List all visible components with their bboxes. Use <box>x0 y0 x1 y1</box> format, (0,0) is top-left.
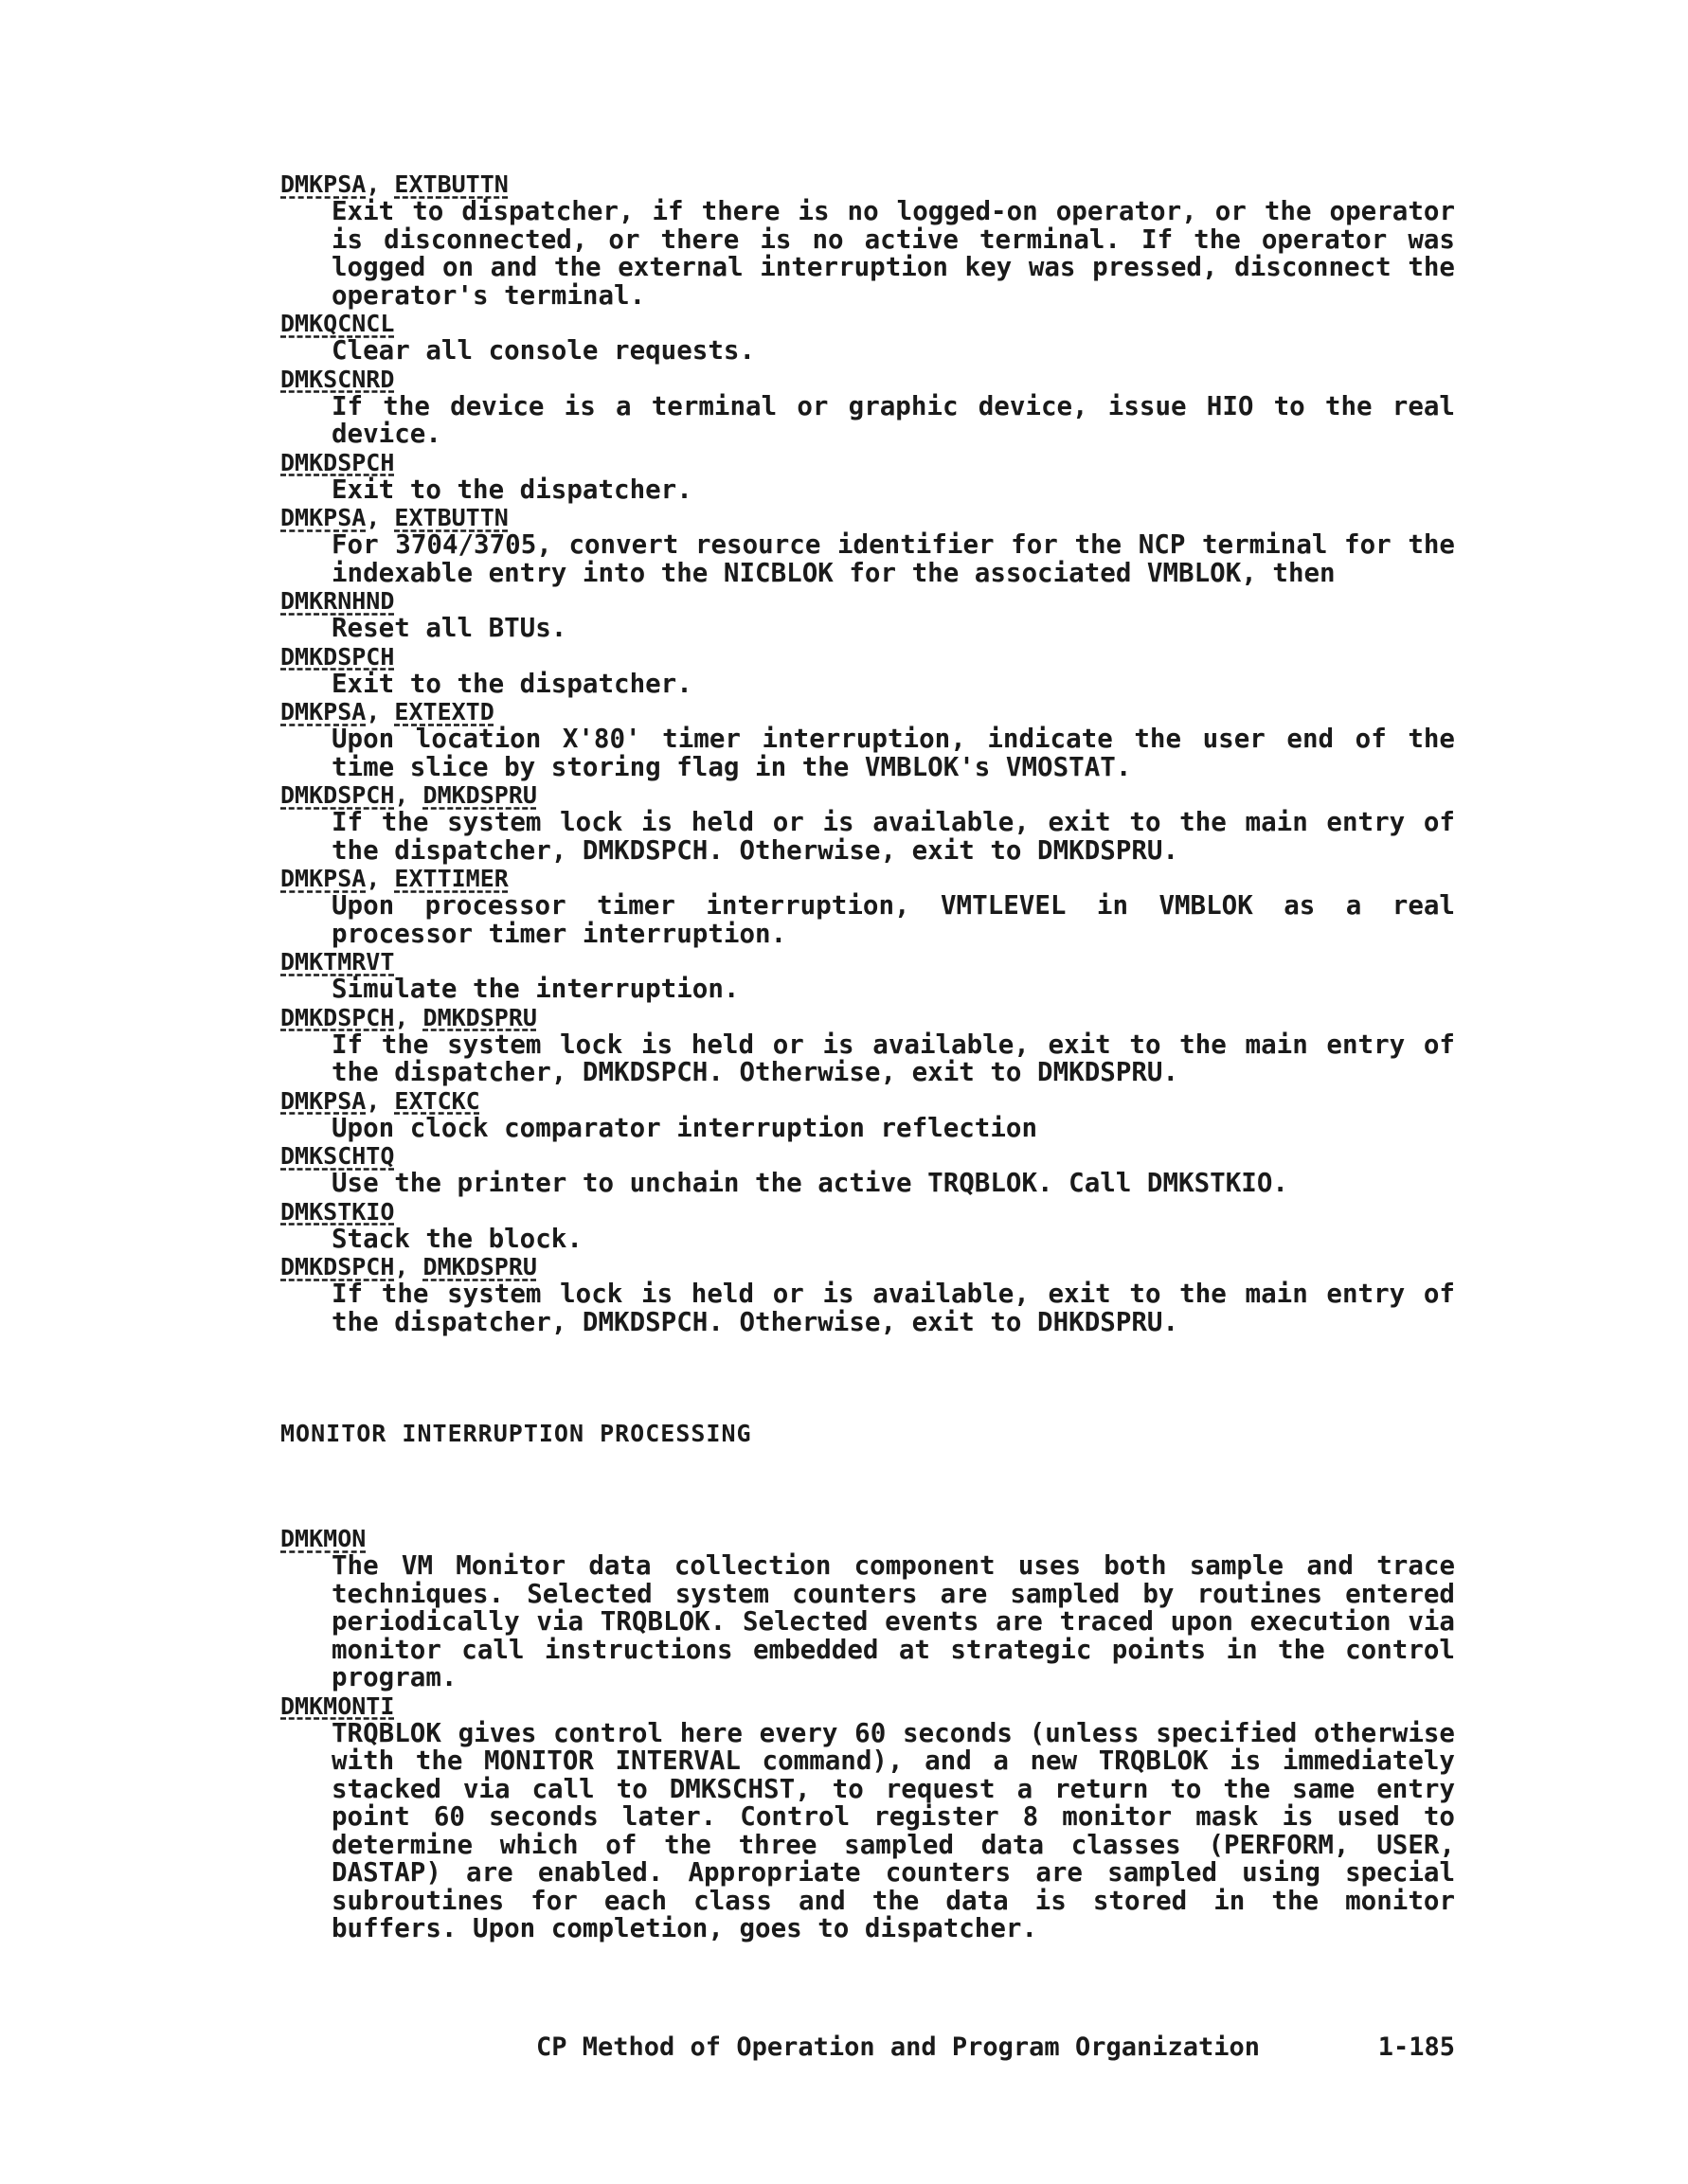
entry-description: TRQBLOK gives control here every 60 seconds (unless specified otherwise with the MONITOR INTERVAL command), and a new TRQBLOK is immediately stacked via call to DMKSCHST, to request a return to the same entry point 60 seconds later. Control register 8 monitor mask is used to determine which of the three sampled data classes (PERFORM, USER, DASTAP) are enabled. Appropriate counters are sampled using special subroutines for each class and the data is stored in the monitor buffers. Upon completion, goes to dispatcher. <box>332 1717 1455 1943</box>
entry <box>280 1004 1455 1087</box>
entry-label: DMKSTKIO <box>280 1197 395 1226</box>
entry-description: If the device is a terminal or graphic device, issue HIO to the real device. <box>332 390 1455 449</box>
entry-description: Simulate the interruption. <box>332 974 740 1004</box>
entry-description: Upon clock comparator interruption reflection <box>332 1112 1038 1143</box>
entry-label: DMKDSPCH, DMKDSPRU <box>280 1003 537 1031</box>
entries-list <box>280 170 1455 1336</box>
entry-description: Exit to the dispatcher. <box>332 474 692 505</box>
entry <box>280 1198 1455 1254</box>
entry-label: DMKQCNCL <box>280 310 395 337</box>
entry <box>280 698 1455 781</box>
entry-description: If the system lock is held or is available, exit to the main entry of the dispatcher, DMKDSPCH. Otherwise, exit to DMKDSPRU. <box>332 1029 1455 1087</box>
entry <box>280 865 1455 948</box>
entry <box>280 1692 1455 1943</box>
entry <box>280 643 1455 699</box>
section-heading: MONITOR INTERRUPTION PROCESSING <box>280 1420 752 1447</box>
entry <box>280 1142 1455 1198</box>
entry-description: Upon location X'80' timer interruption, indicate the user end of the time slice by storing flag in the VMBLOK's VMOSTAT. <box>332 724 1455 782</box>
entry-description: If the system lock is held or is available, exit to the main entry of the dispatcher, DMKDSPCH. Otherwise, exit to DMKDSPRU. <box>332 807 1455 866</box>
entry <box>280 366 1455 449</box>
entry-description: For 3704/3705, convert resource identifier for the NCP terminal for the indexable entry into the NICBLOK for the associated VMBLOK, then <box>332 529 1455 588</box>
entry-label: DMKDSPCH, DMKDSPRU <box>280 1253 537 1280</box>
entry-description: Upon processor timer interruption, VMTLEVEL in VMBLOK as a real processor timer interruption. <box>332 890 1455 949</box>
entry-label: DMKSCNRD <box>280 365 395 393</box>
entry-label: DMKSCHTQ <box>280 1142 395 1170</box>
entry <box>280 1253 1455 1336</box>
entry-description: Exit to the dispatcher. <box>332 668 692 699</box>
entry-label: DMKTMRVT <box>280 948 395 976</box>
entry-description: Stack the block. <box>332 1223 583 1254</box>
entry-description: The VM Monitor data collection component uses both sample and trace techniques. Selected system counters are sampled by routines entered periodically via TRQBLOK. Selected events are traced upon execution via monitor call instructions embedded at strategic points in the control program. <box>332 1550 1455 1692</box>
entry-label: DMKRNHND <box>280 587 395 615</box>
entry-description: If the system lock is held or is available, exit to the main entry of the dispatcher, DMKDSPCH. Otherwise, exit to DHKDSPRU. <box>332 1279 1455 1337</box>
entry-label: DMKPSA, EXTBUTTN <box>280 170 509 198</box>
monitor-entries-list <box>280 1525 1455 1943</box>
entry <box>280 1525 1455 1692</box>
entry <box>280 449 1455 505</box>
entry <box>280 948 1455 1004</box>
entry-label: DMKMONTI <box>280 1692 395 1720</box>
page-number: 1-185 <box>1377 2032 1455 2062</box>
entry-label: DMKPSA, EXTEXTD <box>280 698 494 725</box>
entry <box>280 1087 1455 1143</box>
page-footer <box>536 2033 1455 2062</box>
entry-label: DMKDSPCH <box>280 642 395 671</box>
entry-description: Clear all console requests. <box>332 335 756 366</box>
document-body <box>280 170 1455 1943</box>
entry <box>280 504 1455 587</box>
entry-label: DMKDSPCH, DMKDSPRU <box>280 781 537 809</box>
entry-label: DMKPSA, EXTTIMER <box>280 865 509 892</box>
entry <box>280 587 1455 643</box>
entry-label: DMKPSA, EXTCKC <box>280 1086 480 1115</box>
entry-label: DMKDSPCH <box>280 448 395 476</box>
entry-label: DMKMON <box>280 1525 367 1552</box>
entry <box>280 310 1455 366</box>
entry-label: DMKPSA, EXTBUTTN <box>280 504 509 531</box>
footer-title: CP Method of Operation and Program Organization <box>536 2032 1261 2062</box>
entry <box>280 781 1455 865</box>
entry-description: Reset all BTUs. <box>332 613 567 643</box>
entry-description: Exit to dispatcher, if there is no logged-on operator, or the operator is disconnected, or there is no active terminal. If the operator was logged on and the external interruption key was pressed, disconnect the operator's terminal. <box>332 196 1455 311</box>
entry-description: Use the printer to unchain the active TRQBLOK. Call DMKSTKIO. <box>332 1168 1288 1198</box>
entry <box>280 170 1455 310</box>
